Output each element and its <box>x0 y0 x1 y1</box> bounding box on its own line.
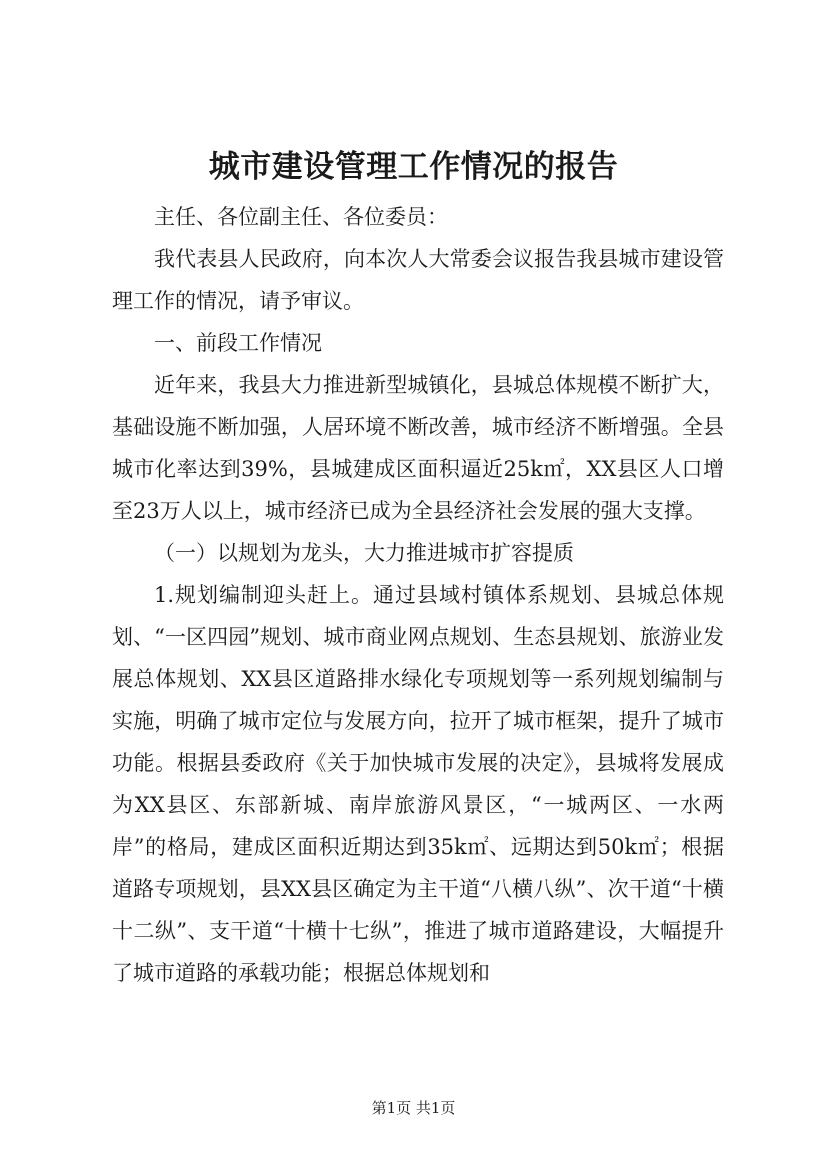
planning-paragraph: 1.规划编制迎头赶上。通过县域村镇体系规划、县城总体规划、“一区四园”规划、城市商业网点规划、生态县规划、旅游业发展总体规划、XX县区道路排水绿化专项规划等一系列规划编制与实施，明确了城市定位与发展方向，拉开了城市框架，提升了城市功能。根据县委政府《关于加快城市发展的决定》，县城将发展成为XX县区、东部新城、南岸旅游风景区，“一城两区、一水两岸”的格局，建成区面积近期达到35k㎡、远期达到50k㎡；根据道路专项规划，县XX县区确定为主干道“八横八纵”、次干道“十横十二纵”、支干道“十横十七纵”，推进了城市道路建设，大幅提升了城市道路的承载功能；根据总体规划和 <box>112 583 724 985</box>
subsection-heading-1: （一）以规划为龙头，大力推进城市扩容提质 <box>154 541 574 565</box>
overview-paragraph: 近年来，我县大力推进新型城镇化，县城总体规模不断扩大，基础设施不断加强，人居环境不断改善，城市经济不断增强。全县城市化率达到39%，县城建成区面积逼近25k㎡，XX县区人口增至23万人以上，城市经济已成为全县经济社会发展的强大支撑。 <box>112 373 724 523</box>
salutation-paragraph: 主任、各位副主任、各位委员： <box>154 205 448 229</box>
page-footer: 第1页 共1页 <box>371 1099 456 1117</box>
document-body <box>112 196 724 994</box>
section-heading-1: 一、前段工作情况 <box>154 331 322 355</box>
document-title: 城市建设管理工作情况的报告 <box>208 149 619 185</box>
intro-paragraph: 我代表县人民政府，向本次人大常委会议报告我县城市建设管理工作的情况，请予审议。 <box>112 247 724 313</box>
